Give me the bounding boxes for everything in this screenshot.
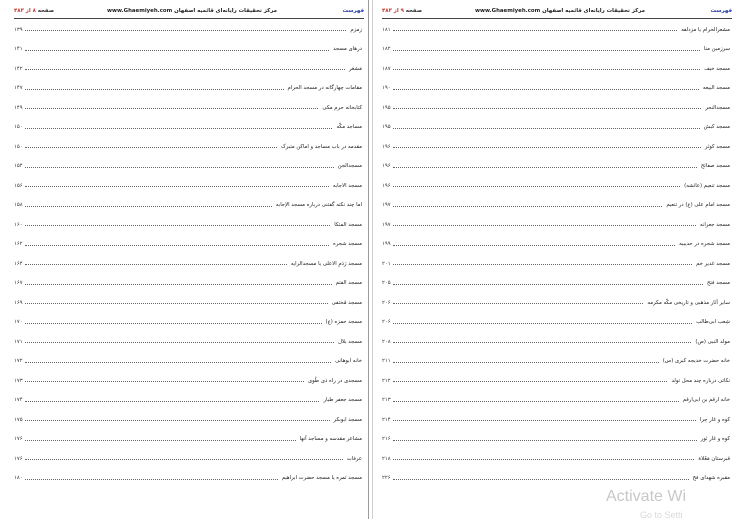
toc-row[interactable]: [382, 235, 730, 255]
toc-entry-title: مقدمه در باب مساجد و اماکن متبرک: [280, 143, 362, 150]
toc-entry-page: ۱۹۶: [382, 182, 391, 189]
section-title: فهرست: [710, 8, 732, 14]
toc-entry-title: مسجد شجره: [332, 241, 362, 248]
toc-entry-page: ۲۱۶: [382, 436, 391, 443]
dot-leader: [393, 264, 693, 265]
dot-leader: [25, 89, 284, 90]
toc-row[interactable]: [382, 79, 730, 99]
toc-entry-title: مولد النبی (ص): [695, 338, 730, 345]
dot-leader: [25, 479, 278, 480]
toc-row[interactable]: [14, 98, 362, 118]
toc-row[interactable]: [14, 118, 362, 138]
toc-entry-page: ۱۵۰: [14, 124, 23, 131]
toc-entry-page: ۱۷۴: [14, 397, 23, 404]
toc-entry-page: ۱۴۷: [14, 85, 23, 92]
org-name: مرکز تحقیقات رایانه‌ای قائمیه اصفهان: [542, 8, 645, 14]
toc-row[interactable]: [382, 371, 730, 391]
dot-leader: [25, 342, 335, 343]
toc-entry-title: مشعرالحرام یا مزدلفه: [681, 26, 730, 33]
dot-leader: [393, 108, 702, 109]
toc-entry-page: ۱۷۰: [14, 319, 23, 326]
dot-leader: [393, 342, 692, 343]
toc-row[interactable]: [14, 371, 362, 391]
toc-entry-page: ۱۸۷: [382, 65, 391, 72]
toc-entry-page: ۱۶۴: [14, 260, 23, 267]
toc-entry-page: ۲۱۳: [382, 397, 391, 404]
dot-leader: [25, 206, 272, 207]
left-page: [10, 0, 368, 519]
toc-row[interactable]: [14, 20, 362, 40]
site-url: www.Ghaemiyeh.com: [107, 8, 173, 14]
toc-entry-page: ۱۴۲: [14, 65, 23, 72]
toc-row[interactable]: [14, 59, 362, 79]
dot-leader: [393, 323, 693, 324]
dot-leader: [393, 401, 679, 402]
toc-row[interactable]: [382, 410, 730, 430]
toc-entry-title: مسجد تنعیم (عائشه): [684, 182, 730, 189]
page-divider: [372, 0, 373, 519]
toc-row[interactable]: [382, 293, 730, 313]
page-divider: [368, 0, 369, 519]
dot-leader: [25, 186, 329, 187]
toc-row[interactable]: [14, 449, 362, 469]
dot-leader: [25, 225, 331, 226]
toc-row[interactable]: [14, 293, 362, 313]
toc-entry-title: مسجد صفائح: [700, 163, 730, 170]
dot-leader: [25, 323, 322, 324]
dot-leader: [25, 440, 296, 441]
dot-leader: [25, 362, 332, 363]
toc-entry-page: ۱۹۷: [382, 202, 391, 209]
toc-entry-title: درهای مسجد: [333, 46, 362, 53]
toc-entry-page: ۱۷۶: [14, 455, 23, 462]
header-center: [14, 8, 364, 14]
toc-row[interactable]: [14, 313, 362, 333]
toc-entry-page: ۱۹۶: [382, 163, 391, 170]
toc-entry-page: ۱۷۲: [14, 358, 23, 365]
dot-leader: [25, 69, 345, 70]
toc-entry-page: ۱۵۸: [14, 202, 23, 209]
dot-leader: [25, 381, 304, 382]
toc-entry-title: مسجد المتکا: [334, 221, 362, 228]
toc-entry-page: ۲۱۱: [382, 358, 391, 365]
dot-leader: [393, 206, 663, 207]
page-label: صفحه: [37, 8, 55, 14]
toc-entry-page: ۱۷۳: [14, 377, 23, 384]
toc-row[interactable]: [382, 449, 730, 469]
toc-entry-page: ۱۹۵: [382, 104, 391, 111]
toc-entry-page: ۲۱۴: [382, 416, 391, 423]
toc-row[interactable]: [14, 274, 362, 294]
toc-row[interactable]: [14, 469, 362, 489]
dot-leader: [25, 147, 277, 148]
toc-row[interactable]: [14, 410, 362, 430]
toc-row[interactable]: [382, 215, 730, 235]
toc-entry-page: ۱۴۱: [14, 46, 23, 53]
page-label: صفحه: [405, 8, 423, 14]
toc-entry-title: مسجد ابوبکر: [333, 416, 362, 423]
page-value: ۹ از ۴۸۳: [382, 8, 404, 14]
dot-leader: [393, 245, 676, 246]
page-header: [382, 6, 732, 18]
toc-row[interactable]: [382, 254, 730, 274]
toc-entry-page: ۱۴۹: [14, 104, 23, 111]
toc-entry-title: مسجد الاجابه: [332, 182, 362, 189]
toc-row[interactable]: [14, 215, 362, 235]
toc-entry-title: مسجد فتح: [707, 280, 730, 287]
toc-entry-page: ۲۱۸: [382, 455, 391, 462]
toc-entry-title: مسجد خیف: [704, 65, 730, 72]
header-center: [382, 8, 732, 14]
toc-row[interactable]: [382, 20, 730, 40]
dot-leader: [25, 167, 334, 168]
activation-watermark-sub: Go to Setti: [640, 510, 683, 520]
toc-entry-page: ۲۰۶: [382, 319, 391, 326]
toc-row[interactable]: [14, 79, 362, 99]
toc-list: [14, 20, 362, 488]
dot-leader: [25, 401, 320, 402]
dot-leader: [393, 479, 689, 480]
dot-leader: [25, 128, 333, 129]
toc-entry-page: ۲۰۱: [382, 260, 391, 267]
toc-entry-page: ۱۷۶: [14, 436, 23, 443]
dot-leader: [393, 186, 681, 187]
dot-leader: [393, 440, 697, 441]
toc-entry-title: شِعب ابی‌طالب: [696, 319, 730, 326]
toc-entry-page: ۱۳۹: [14, 26, 23, 33]
toc-entry-title: مسجد کبش: [703, 124, 730, 131]
toc-entry-title: مسجد امام علی (ع) در تنعیم: [666, 202, 730, 209]
toc-entry-page: ۱۵۴: [14, 163, 23, 170]
toc-row[interactable]: [14, 196, 362, 216]
toc-row[interactable]: [14, 235, 362, 255]
toc-entry-page: ۱۹۹: [382, 241, 391, 248]
toc-entry-page: ۱۸۲: [382, 46, 391, 53]
toc-entry-title: مسجد بلال: [338, 338, 362, 345]
toc-entry-page: ۱۷۱: [14, 338, 23, 345]
dot-leader: [393, 284, 703, 285]
toc-entry-page: ۲۲۶: [382, 475, 391, 482]
right-page: [378, 0, 736, 519]
toc-row[interactable]: [382, 137, 730, 157]
toc-entry-title: مسجد جعفر طیار: [323, 397, 362, 404]
toc-entry-title: مسجد کوثر: [704, 143, 730, 150]
toc-row[interactable]: [382, 332, 730, 352]
toc-row[interactable]: [382, 430, 730, 450]
dot-leader: [25, 30, 347, 31]
page-header: [14, 6, 364, 18]
dot-leader: [25, 245, 329, 246]
toc-entry-title: مسجد جعرانه: [700, 221, 730, 228]
toc-row[interactable]: [14, 254, 362, 274]
toc-entry-page: ۱۶۰: [14, 221, 23, 228]
toc-entry-title: مَشعَر: [348, 65, 362, 72]
dot-leader: [393, 459, 695, 460]
toc-entry-title: خانه ارقم بن ابی‌ارقم: [682, 397, 730, 404]
org-name: مرکز تحقیقات رایانه‌ای قائمیه اصفهان: [174, 8, 277, 14]
toc-entry-page: ۱۷۵: [14, 416, 23, 423]
toc-entry-page: ۱۸۰: [14, 475, 23, 482]
dot-leader: [25, 303, 328, 304]
toc-entry-title: عرفات: [346, 455, 362, 462]
toc-entry-title: مسجد نَمره یا مسجد حضرت ابراهیم: [281, 475, 362, 482]
toc-entry-page: ۱۵۶: [14, 182, 23, 189]
toc-row[interactable]: [382, 313, 730, 333]
toc-entry-page: ۱۹۰: [382, 85, 391, 92]
dot-leader: [25, 50, 330, 51]
toc-entry-title: نکاتی درباره چند محل تولد: [671, 377, 730, 384]
toc-entry-title: کتابخانه حرم مکی: [322, 104, 362, 111]
toc-row[interactable]: [382, 157, 730, 177]
toc-entry-page: ۱۹۶: [382, 143, 391, 150]
toc-entry-page: ۱۵۰: [14, 143, 23, 150]
toc-entry-title: خانه ابوهانی: [335, 358, 362, 365]
toc-entry-title: زمزم: [350, 26, 362, 33]
toc-row[interactable]: [14, 332, 362, 352]
toc-entry-title: خانه حضرت خدیجه کبری (س): [662, 358, 730, 365]
toc-entry-title: مسجد الفتم: [335, 280, 362, 287]
header-rule: [382, 18, 732, 19]
toc-entry-title: مسجد حمزه (ع): [325, 319, 362, 326]
toc-entry-page: ۲۰۵: [382, 280, 391, 287]
toc-row[interactable]: [14, 40, 362, 60]
header-rule: [14, 18, 364, 19]
dot-leader: [25, 420, 330, 421]
toc-entry-title: مشاعر مقدسه و مساجد آنها: [299, 436, 362, 443]
page-number: [14, 8, 54, 14]
dot-leader: [393, 167, 697, 168]
dot-leader: [393, 381, 668, 382]
dot-leader: [393, 303, 644, 304]
toc-row[interactable]: [382, 98, 730, 118]
dot-leader: [25, 459, 343, 460]
toc-entry-title: سایر آثار مذهبی و تاریخی مکّه مکرمه: [647, 299, 730, 306]
toc-entry-title: سرزمین منا: [703, 46, 730, 53]
toc-entry-page: ۱۸۱: [382, 26, 391, 33]
page-number: [382, 8, 422, 14]
toc-entry-title: کوه و غار ثور: [700, 436, 730, 443]
toc-row[interactable]: [382, 40, 730, 60]
toc-entry-title: مسجدی در راه ذی طُوی: [308, 377, 362, 384]
toc-entry-title: مسجد شجره در حدیبیه: [679, 241, 730, 248]
dot-leader: [393, 128, 700, 129]
toc-row[interactable]: [14, 176, 362, 196]
toc-row[interactable]: [382, 469, 730, 489]
dot-leader: [393, 89, 699, 90]
toc-row[interactable]: [382, 176, 730, 196]
toc-row[interactable]: [14, 137, 362, 157]
toc-entry-page: ۱۹۷: [382, 221, 391, 228]
toc-row[interactable]: [382, 391, 730, 411]
toc-entry-title: مسجد رَدَمِ الاعلی یا مسجدالرایه: [290, 260, 362, 267]
dot-leader: [393, 147, 701, 148]
toc-entry-title: کوه و غار حِرا: [699, 416, 730, 423]
dot-leader: [393, 420, 696, 421]
site-url: www.Ghaemiyeh.com: [475, 8, 541, 14]
toc-entry-title: مسجدالنحر: [705, 104, 730, 111]
toc-row[interactable]: [14, 430, 362, 450]
toc-entry-page: ۱۶۲: [14, 241, 23, 248]
section-title: فهرست: [342, 8, 364, 14]
toc-row[interactable]: [14, 391, 362, 411]
toc-entry-page: ۲۰۸: [382, 338, 391, 345]
dot-leader: [393, 69, 701, 70]
toc-entry-title: مسجدالجن: [337, 163, 362, 170]
dot-leader: [393, 225, 696, 226]
toc-row[interactable]: [14, 157, 362, 177]
dot-leader: [25, 264, 287, 265]
toc-entry-title: مسجد مُختفی: [331, 299, 362, 306]
dot-leader: [393, 50, 700, 51]
toc-row[interactable]: [382, 196, 730, 216]
toc-entry-title: مساجد مکّه: [336, 124, 362, 131]
dot-leader: [393, 362, 659, 363]
toc-entry-page: ۱۶۹: [14, 299, 23, 306]
toc-row[interactable]: [382, 274, 730, 294]
toc-entry-title: قبرستان مَعْلاة: [698, 455, 730, 462]
toc-entry-page: ۱۹۵: [382, 124, 391, 131]
toc-row[interactable]: [382, 352, 730, 372]
page-value: ۸ از ۴۸۳: [14, 8, 36, 14]
toc-entry-page: ۲۰۶: [382, 299, 391, 306]
toc-entry-page: ۲۱۲: [382, 377, 391, 384]
dot-leader: [393, 30, 678, 31]
dot-leader: [25, 108, 319, 109]
toc-entry-title: مسجد غدیر خم: [696, 260, 730, 267]
toc-row[interactable]: [382, 59, 730, 79]
toc-list: [382, 20, 730, 488]
toc-entry-title: اما چند نکته گفتنی درباره مسجد الإجابه: [275, 202, 362, 209]
toc-row[interactable]: [14, 352, 362, 372]
toc-entry-title: مقامات چهارگانه در مسجد الحرام: [287, 85, 362, 92]
activation-watermark: Activate Wi: [606, 488, 687, 505]
toc-row[interactable]: [382, 118, 730, 138]
dot-leader: [25, 284, 332, 285]
toc-entry-title: مقبره شهدای فخ: [692, 475, 730, 482]
toc-entry-title: مسجد البیعه: [702, 85, 730, 92]
toc-entry-page: ۱۶۷: [14, 280, 23, 287]
